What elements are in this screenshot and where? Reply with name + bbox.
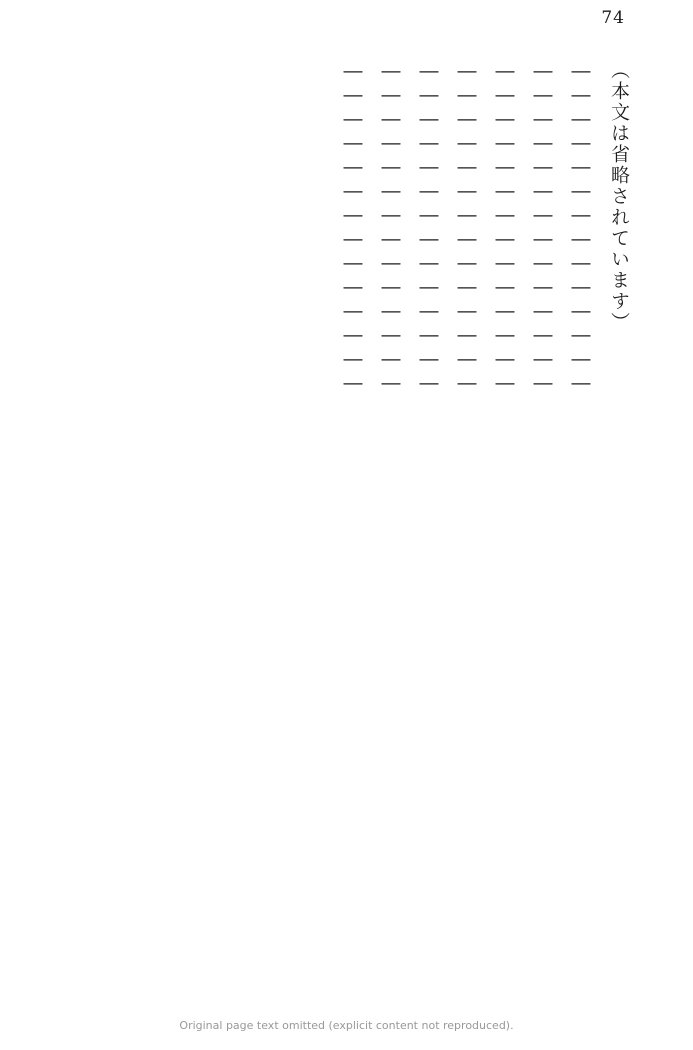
paragraph: （本文は省略されています） [608, 60, 630, 333]
paragraph: ―――――――――――――― [494, 60, 516, 396]
paragraph: ―――――――――――――― [380, 60, 402, 396]
placeholder-notice: Original page text omitted (explicit content not reproduced). [179, 1019, 514, 1032]
vertical-text-body [55, 60, 638, 990]
paragraph: ―――――――――――――― [418, 60, 440, 396]
paragraph: ―――――――――――――― [456, 60, 478, 396]
paragraph: ―――――――――――――― [532, 60, 554, 396]
page-number: 74 [601, 8, 625, 28]
paragraph: ―――――――――――――― [570, 60, 592, 396]
paragraph: ―――――――――――――― [342, 60, 364, 396]
